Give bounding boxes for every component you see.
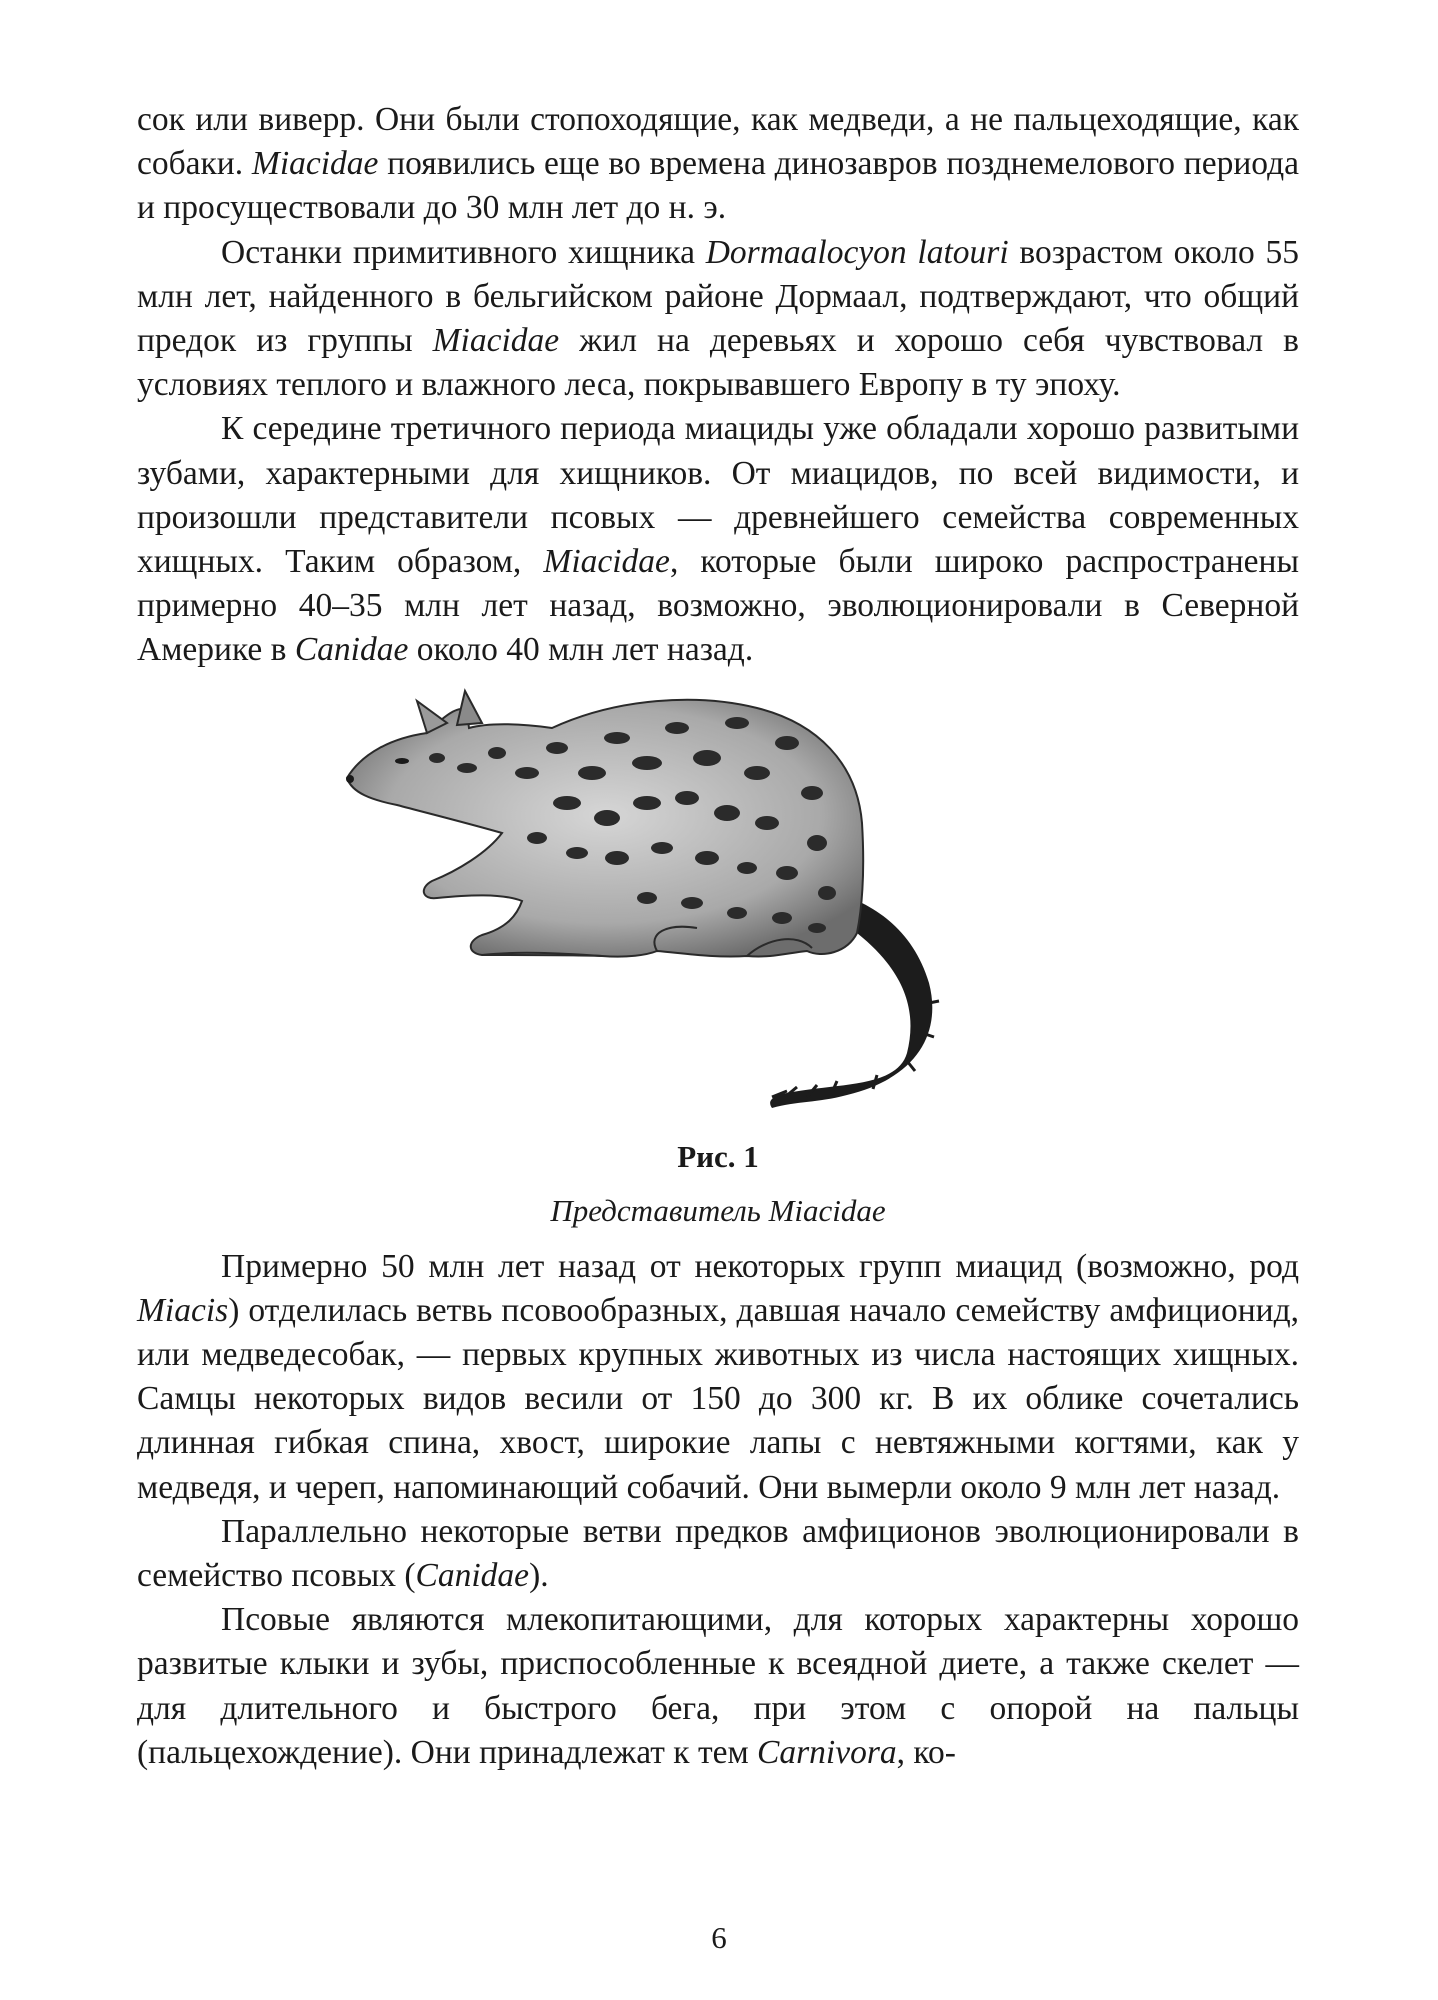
figure-number: Рис. 1 <box>677 1138 759 1174</box>
text-run: , ко- <box>896 1733 956 1771</box>
figure-1 <box>137 683 1299 1113</box>
text-run: около 40 млн лет назад. <box>408 631 754 669</box>
italic-term: Miacis <box>137 1291 229 1329</box>
text-block-bottom <box>137 1245 1299 1775</box>
italic-term: Canidae <box>415 1557 530 1595</box>
figure-caption-taxon: Miacidae <box>768 1192 886 1228</box>
paragraph <box>137 98 1299 231</box>
paragraph <box>137 407 1299 672</box>
text-run: , которые были широко распространены примерно 40–35 млн лет назад, возможно, эволюционировали в Северной Америке в <box>137 543 1299 669</box>
text-run: появились еще во времена динозавров позднемелового периода и просуществовали до 30 млн лет до н. э. <box>137 145 1299 227</box>
text-run: Псовые являются млекопитающими, для которых характерны хорошо развитые клыки и зубы, приспособленные к всеядной диете, а также скелет — для длительного и быстрого бега, при этом с опорой на пальцы (пальцехождение). Они принадлежат к тем <box>137 1601 1299 1771</box>
figure-caption <box>137 1189 1299 1233</box>
italic-term: Dormaalocyon latouri <box>705 233 1009 271</box>
text-run: ). <box>529 1557 549 1595</box>
miacid-illustration <box>317 683 957 1113</box>
page-number: 6 <box>711 1920 727 1955</box>
text-run: сок или виверр. Они были стопоходящие, как медведи, а не пальцеходящие, как собаки. <box>137 101 1299 183</box>
text-block-top <box>137 98 1299 673</box>
figure-caption-prefix: Представитель <box>550 1192 769 1228</box>
text-run: возрастом около 55 млн лет, найденного в бельгийском районе Дормаал, подтверждают, что общий предок из группы <box>137 233 1299 360</box>
text-run: Параллельно некоторые ветви предков амфиционов эволюционировали в семейство псовых ( <box>137 1512 1299 1595</box>
text-run: жил на деревьях и хорошо себя чувствовал в условиях теплого и влажного леса, покрывавшего Европу в ту эпоху. <box>137 322 1299 404</box>
text-run: Примерно 50 млн лет назад от некоторых групп миацид (возможно, род <box>221 1247 1299 1285</box>
paragraph <box>137 231 1299 408</box>
italic-term: Miacidae <box>543 543 670 581</box>
italic-term: Carnivora <box>757 1733 897 1771</box>
text-run: ) отделилась ветвь псовообразных, давшая начало семейству амфиционид, или медведесобак, — первых крупных животных из числа настоящих хищных. Самцы некоторых видов весили от 150 до 300 кг. В их облике сочетались длинная гибкая спина, хвост, широкие лапы с невтяжными когтями, как у медведя, и череп, напоминающий собачий. Они вымерли около 9 млн лет назад. <box>137 1291 1299 1506</box>
italic-term: Canidae <box>294 631 409 669</box>
italic-term: Miacidae <box>251 145 379 183</box>
paragraph <box>137 1598 1299 1775</box>
page-body <box>137 98 1299 1775</box>
text-run: К середине третичного периода миациды уже обладали хорошо развитыми зубами, характерными для хищников. От миацидов, по всей видимости, и произошли представители псовых — древнейшего семейства современных хищных. Таким образом, <box>137 410 1299 581</box>
paragraph <box>137 1245 1299 1510</box>
text-run: Останки примитивного хищника <box>221 233 706 271</box>
italic-term: Miacidae <box>432 322 560 360</box>
paragraph <box>137 1510 1299 1598</box>
